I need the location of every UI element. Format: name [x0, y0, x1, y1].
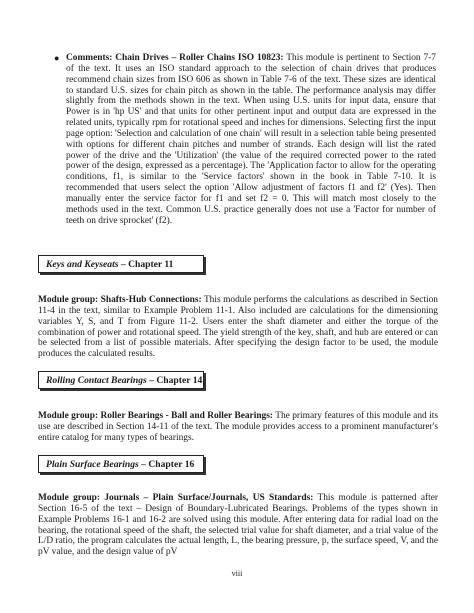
section-title: Plain Surface Bearings — [46, 459, 139, 470]
module-keys — [38, 295, 438, 360]
section-chapter: – Chapter 16 — [138, 459, 195, 470]
module-paragraph — [38, 411, 438, 444]
comments-bullet — [54, 53, 436, 227]
module-lead: Module group: Shafts-Hub Connections: — [38, 295, 202, 305]
comments-paragraph — [66, 53, 436, 227]
section-chapter: – Chapter 11 — [118, 259, 174, 270]
module-plain — [38, 493, 438, 558]
module-paragraph — [38, 295, 438, 360]
comments-lead: Comments: Chain Drives – Roller Chains ISO 10823: — [66, 53, 284, 63]
section-header-plain — [38, 455, 204, 473]
module-body: This module performs the calculations as described in Section 11-4 in the text, similar to Example Problem 11-1. Also included are calculations for the dimensioning variables Y, S, and T from Figure 11-2. Users enter the shaft diameter and either the torque of the combination of power and rotational speed. The yield strength of the key, shaft, and hub are entered or can be selected from a list of possible materials. After specifying the design factor to be used, the module produces the calculated results. — [38, 295, 438, 360]
module-body: The primary features of this module and its use are described in Section 14-11 of the text. The module provides access to a prominent manufacturer's entire catalog for many types of bearings. — [38, 411, 438, 443]
module-lead: Module group: Journals – Plain Surface/Journals, US Standards: — [38, 493, 314, 503]
module-rolling — [38, 411, 438, 444]
comments-body: This module is pertinent to Section 7-7 of the text. It uses an ISO standard approach to the selection of chain drives that produces recommend chain sizes from ISO 606 as shown in Table 7-6 of the text. These sizes are identical to standard U.S. sizes for chain pitch as shown in the table. The performance analysis may differ slightly from the methods shown in the text. When using U.S. units for input data, ensure that Power is in 'hp US' and that units for other pertinent input and output data are expressed in the related units, typically rpm for rotational speed and inches for dimensions. Selecting first the input page option: 'Selection and calculation of one chain' will result in a selection table being presented with options for different chain pitches and number of strands. Each design will list the rated power of the drive and the 'Utilization' (the value of the required corrected power to the rated power of the design, expressed as a percentage). The 'Application factor to allow for the operating conditions, f1, is similar to the 'Service factors' shown in the book in Table 7-10. It is recommended that users select the option 'Allow adjustment of factors f1 and f2' (Yes). Then manually enter the service factor for f1 and set f2 = 0. This will match most closely to the methods used in the text. Common U.S. practice generally does not use a 'Factor for number of teeth on drive sprocket' (f2). — [66, 53, 436, 226]
bullet-dot: ● — [54, 53, 60, 63]
page-number: viii — [231, 569, 243, 578]
section-title: Keys and Keyseats — [46, 259, 119, 270]
section-header-keys — [38, 255, 204, 273]
section-chapter: – Chapter 14 — [146, 375, 203, 386]
module-body: This module is patterned after Section 16-5 of the text – Design of Boundary-Lubricated Bearings. Problems of the types shown in Example Problems 16-1 and 16-2 are solved using this module. After entering data for radial load on the bearing, the rotational speed of the shaft, the selected trial value for shaft diameter, and a trial value of the L/D ratio, the program calculates the actual length, L, the bearing pressure, p, the surface speed, V, and the pV value, and the design value of pV — [38, 493, 438, 558]
section-title: Rolling Contact Bearings — [46, 375, 147, 386]
module-lead: Module group: Roller Bearings - Ball and Roller Bearings: — [38, 411, 273, 421]
module-paragraph — [38, 493, 438, 558]
section-header-rolling — [38, 371, 204, 389]
